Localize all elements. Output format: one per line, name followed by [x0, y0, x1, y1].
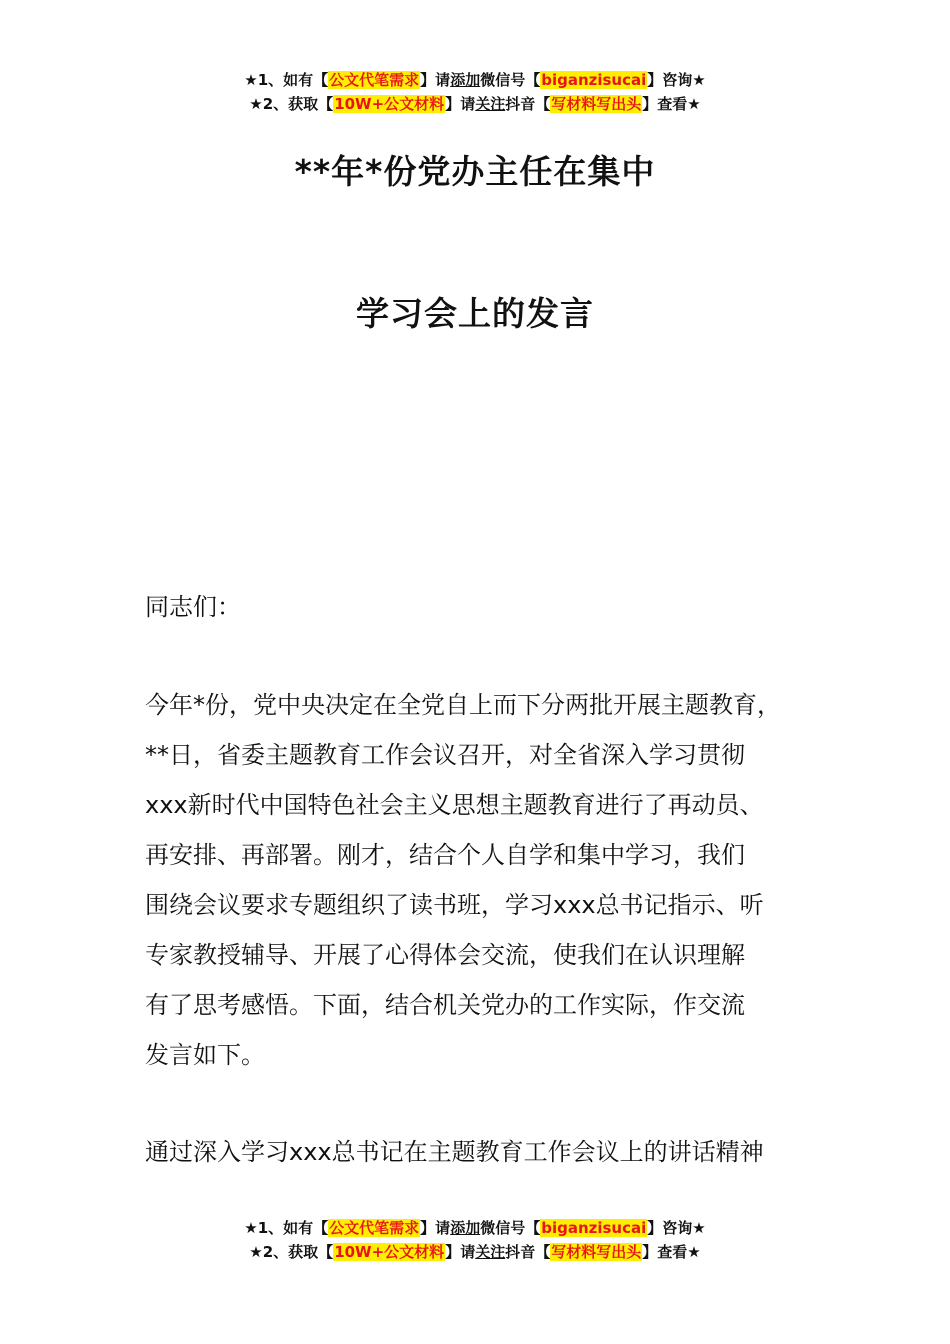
- promo-highlight: 10W+公文材料: [334, 95, 445, 113]
- promo-douyin-id: 写材料写出头: [551, 1243, 642, 1261]
- paragraph-line: 再安排、再部署。刚才，结合个人自学和集中学习，我们: [145, 841, 745, 869]
- paragraph-2: 通过深入学习xxx总书记在主题教育工作会议上的讲话精神: [145, 1138, 764, 1166]
- promo-line-2: ★2、获取【10W+公文材料】请关注抖音【写材料写出头】查看★: [249, 95, 701, 113]
- salutation: 同志们：: [145, 593, 241, 621]
- paragraph-line: 有了思考感悟。下面，结合机关党办的工作实际，作交流: [145, 991, 745, 1019]
- document-title-line-1: **年*份党办主任在集中: [294, 152, 656, 191]
- promo-highlight: 公文代笔需求: [329, 71, 420, 89]
- promo-wechat-id: biganzisucai: [541, 71, 647, 89]
- paragraph-line: 专家教授辅导、开展了心得体会交流，使我们在认识理解: [145, 941, 745, 969]
- paragraph-line: **日，省委主题教育工作会议召开，对全省深入学习贯彻: [145, 741, 745, 769]
- promo-wechat-id: biganzisucai: [541, 1219, 647, 1237]
- paragraph-line: 发言如下。: [145, 1041, 265, 1069]
- document-title-line-2: 学习会上的发言: [356, 294, 594, 333]
- promo-line-1: ★1、如有【公文代笔需求】请添加微信号【biganzisucai】咨询★: [244, 71, 706, 89]
- paragraph-line: 围绕会议要求专题组织了读书班，学习xxx总书记指示、听: [145, 891, 764, 919]
- promo-highlight: 10W+公文材料: [334, 1243, 445, 1261]
- promo-line-1: ★1、如有【公文代笔需求】请添加微信号【biganzisucai】咨询★: [244, 1219, 706, 1237]
- promo-douyin-id: 写材料写出头: [551, 95, 642, 113]
- promo-banner-bottom: [0, 1216, 950, 1264]
- paragraph-1: [145, 680, 835, 1080]
- promo-line-2: ★2、获取【10W+公文材料】请关注抖音【写材料写出头】查看★: [249, 1243, 701, 1261]
- promo-banner-top: [0, 68, 950, 116]
- promo-highlight: 公文代笔需求: [329, 1219, 420, 1237]
- paragraph-line: xxx新时代中国特色社会主义思想主题教育进行了再动员、: [145, 791, 764, 819]
- paragraph-line: 今年*份，党中央决定在全党自上而下分两批开展主题教育，: [145, 691, 781, 719]
